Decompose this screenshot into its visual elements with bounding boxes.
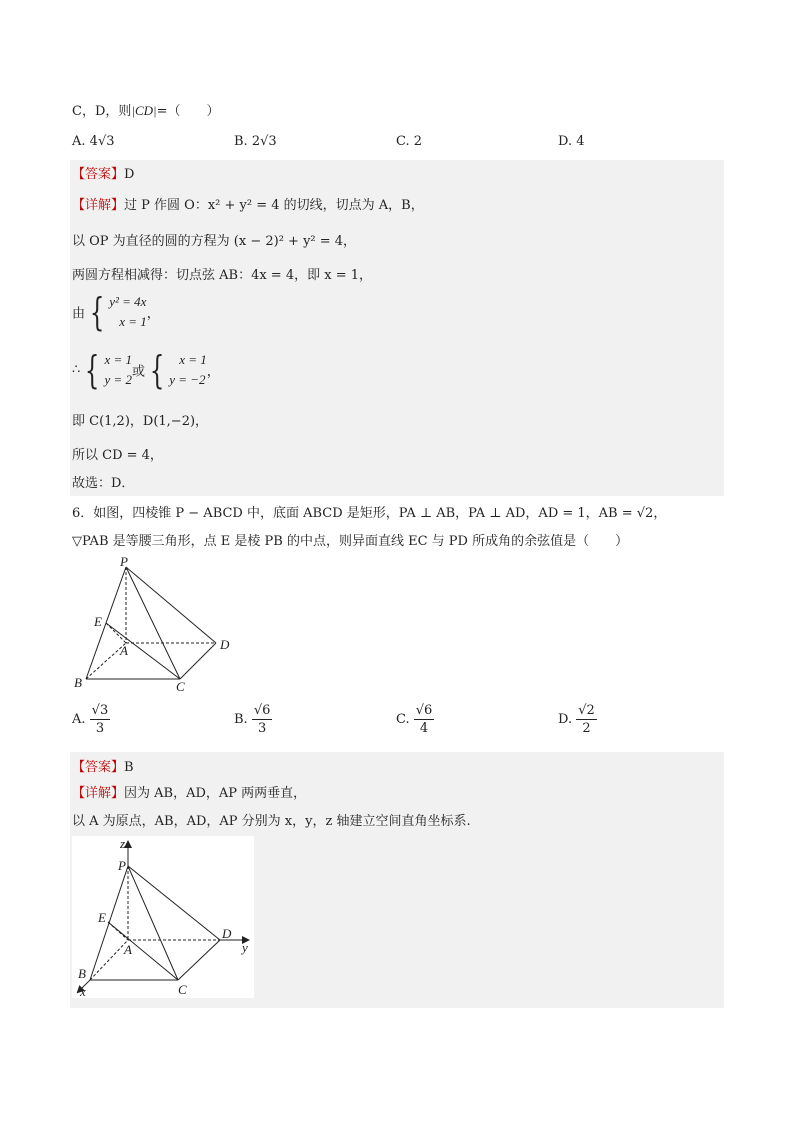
system-1 — [109, 292, 147, 332]
option-label: B. — [234, 712, 248, 727]
system-row: x = 1 — [119, 314, 147, 329]
option-fraction — [414, 704, 435, 735]
option-label: D. — [558, 712, 573, 727]
option-label: C. — [396, 712, 410, 727]
option-label: A. — [72, 712, 86, 727]
system-row: x = 1 — [179, 352, 207, 367]
q6-option-a — [72, 704, 110, 735]
system-row: y² = 4x — [109, 294, 147, 309]
option-label: B. — [234, 134, 248, 149]
q5-detail-line-1 — [72, 194, 424, 213]
frac-den: 3 — [257, 721, 267, 736]
q5-detail-line-2: 以 OP 为直径的圆的方程为 (x − 2)² + y² = 4， — [72, 234, 357, 249]
system-row: x = 1 — [104, 352, 133, 367]
q6-stem-line-1: 6．如图，四棱锥 P − ABCD 中，底面 ABCD 是矩形，PA ⊥ AB，PA ⊥ AD，AD = 1，AB = √2， — [72, 506, 667, 521]
option-label: A. — [72, 134, 86, 149]
option-value: 2√3 — [251, 134, 277, 149]
q5-detail-line-7: 所以 CD = 4， — [72, 448, 163, 463]
q6-detail-line-1 — [72, 782, 306, 801]
q5-option-d — [558, 134, 585, 149]
brace-glyph: { — [85, 348, 100, 392]
q5-answer — [72, 163, 134, 182]
frac-num: √6 — [415, 703, 433, 718]
option-value: 4 — [576, 134, 585, 149]
or-word: 或 — [132, 364, 146, 380]
q6-option-b — [234, 704, 272, 735]
q6-option-c — [396, 704, 434, 735]
q6-option-d — [558, 704, 597, 735]
label-p: P — [118, 858, 126, 873]
label-a: A — [120, 643, 128, 658]
brace-glyph: { — [89, 290, 105, 334]
frac-den: 2 — [582, 721, 591, 736]
detail-text: 因为 AB，AD，AP 两两垂直， — [124, 786, 307, 801]
label-e: E — [98, 910, 106, 925]
q5-detail-line-4: 由 { y² = 4x x = 1 ， — [72, 290, 160, 334]
option-fraction — [90, 704, 111, 735]
system-2a — [104, 350, 132, 390]
answer-value: B — [124, 760, 134, 775]
q5-option-a — [72, 134, 115, 149]
label-x: x — [80, 984, 86, 998]
answer-value: D — [124, 167, 135, 182]
q6-answer — [72, 756, 134, 775]
frac-num: √2 — [578, 703, 595, 718]
system-row: y = 2 — [104, 372, 133, 387]
q6-pyramid-figure — [72, 555, 242, 695]
q5-option-b — [234, 134, 277, 149]
label-d: D — [222, 926, 232, 941]
q5-stem-text: C，D，则 — [72, 104, 132, 119]
option-label: C. — [396, 134, 410, 149]
option-value: 2 — [413, 134, 423, 149]
detail-text: 过 P 作圆 O：x² + y² = 4 的切线，切点为 A，B， — [124, 198, 424, 213]
system-2b — [169, 350, 207, 390]
label-z: z — [120, 836, 126, 851]
option-value: 4√3 — [89, 134, 115, 149]
q5-cd-abs: |CD| — [131, 103, 157, 118]
frac-den: 4 — [419, 721, 429, 736]
q6-coordinate-figure — [72, 836, 254, 998]
q5-option-c — [396, 134, 422, 149]
detail-tag: 【详解】 — [72, 786, 125, 801]
option-fraction — [576, 704, 597, 735]
frac-num: √3 — [91, 703, 109, 718]
answer-tag: 【答案】 — [72, 760, 125, 775]
q5-paren: =（ ） — [156, 104, 220, 119]
detail-text: 由 — [72, 306, 86, 322]
label-c: C — [176, 679, 185, 694]
q5-detail-line-8: 故选：D． — [72, 476, 135, 491]
option-fraction — [252, 704, 273, 735]
q6-detail-line-2: 以 A 为原点，AB，AD，AP 分别为 x，y，z 轴建立空间直角坐标系. — [72, 814, 471, 829]
label-c: C — [178, 982, 187, 997]
label-b: B — [78, 966, 86, 981]
label-d: D — [220, 637, 230, 652]
q5-detail-line-3: 两圆方程相减得：切点弦 AB：4x = 4，即 x = 1， — [72, 268, 372, 283]
frac-num: √6 — [253, 703, 271, 718]
system-row: y = −2 — [169, 372, 206, 387]
brace-glyph: { — [149, 348, 165, 392]
label-e: E — [94, 614, 102, 629]
label-p: P — [120, 555, 128, 569]
answer-tag: 【答案】 — [72, 167, 125, 182]
label-a: A — [124, 942, 132, 957]
q6-stem-line-2: ▽PAB 是等腰三角形，点 E 是棱 PB 的中点，则异面直线 EC 与 PD 所成角的余弦值是（ ） — [72, 534, 629, 549]
frac-den: 3 — [95, 721, 105, 736]
q6-options — [72, 704, 722, 748]
label-y: y — [242, 940, 248, 955]
option-label: D. — [558, 134, 573, 149]
label-b: B — [74, 675, 82, 690]
q5-stem-tail — [72, 100, 220, 119]
detail-text: ∴ — [72, 362, 81, 378]
detail-tag: 【详解】 — [72, 198, 125, 213]
q5-detail-line-5: ∴ { x = 1 y = 2 或 { x = 1 y = −2 ， — [72, 348, 220, 392]
q5-detail-line-6: 即 C(1,2)，D(1,−2)， — [72, 414, 209, 429]
